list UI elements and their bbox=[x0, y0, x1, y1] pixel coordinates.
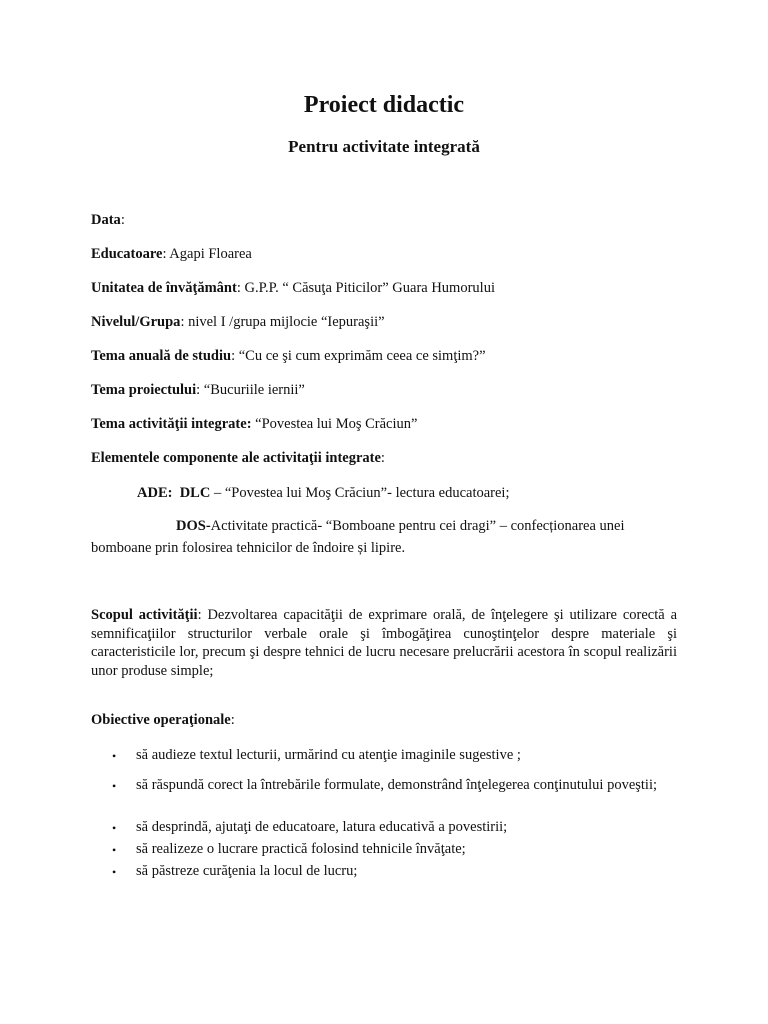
field-separator: : bbox=[231, 348, 236, 364]
bullet-icon: • bbox=[112, 779, 117, 793]
ade-label: ADE: bbox=[137, 485, 173, 501]
objective-item: să păstreze curăţenia la locul de lucru; bbox=[136, 863, 358, 879]
document-subtitle: Pentru activitate integrată bbox=[288, 137, 480, 156]
field-value: Agapi Floarea bbox=[166, 246, 252, 262]
objective-item: să desprindă, ajutaţi de educatoare, latura educativă a povestirii; bbox=[136, 819, 508, 835]
field-tema-anuala bbox=[91, 348, 486, 365]
field-label: Data bbox=[91, 212, 121, 228]
obiective-separator: : bbox=[230, 712, 235, 728]
field-value: nivel I /grupa mijlocie “Iepuraşii” bbox=[184, 314, 385, 330]
document-title: Proiect didactic bbox=[303, 92, 465, 118]
field-label: Tema proiectului bbox=[91, 382, 197, 398]
field-separator: : bbox=[180, 314, 185, 330]
bullet-icon: • bbox=[112, 865, 117, 879]
field-label: Tema anuală de studiu bbox=[91, 348, 232, 364]
obiective-label: Obiective operaţionale bbox=[91, 712, 231, 728]
field-educatoare bbox=[91, 246, 252, 263]
field-label: Educatoare bbox=[91, 246, 163, 262]
field-tema-activitatii bbox=[91, 416, 417, 433]
ade-line bbox=[137, 485, 509, 502]
field-label: Nivelul/Grupa bbox=[91, 314, 181, 330]
scop-paragraph bbox=[91, 606, 677, 680]
field-value: “Bucuriile iernii” bbox=[200, 382, 305, 398]
objective-item: să audieze textul lecturii, urmărind cu atenţie imaginile sugestive ; bbox=[136, 747, 521, 763]
field-separator: : bbox=[162, 246, 167, 262]
bullet-icon: • bbox=[112, 821, 117, 835]
field-label: Tema activităţii integrate: bbox=[91, 416, 252, 432]
bullet-icon: • bbox=[112, 843, 117, 857]
field-nivelul bbox=[91, 314, 385, 331]
dos-text: Activitate practică- “Bomboane pentru cei dragi” – confecționarea unei bbox=[210, 518, 625, 534]
objective-item: să răspundă corect la întrebările formulate, demonstrând înţelegerea conţinutului poveştii; bbox=[136, 777, 658, 793]
field-elementele bbox=[91, 450, 385, 467]
field-separator: : bbox=[236, 280, 241, 296]
obiective-heading bbox=[91, 712, 235, 729]
field-value: “Povestea lui Moş Crăciun” bbox=[251, 416, 418, 432]
field-value: G.P.P. “ Căsuţa Piticilor” Guara Humorului bbox=[240, 280, 495, 296]
field-label: Unitatea de învăţământ bbox=[91, 280, 237, 296]
objective-item: să realizeze o lucrare practică folosind tehnicile învăţate; bbox=[136, 841, 466, 857]
field-separator: : bbox=[120, 212, 125, 228]
field-label: Elementele componente ale activitaţii integrate bbox=[91, 450, 381, 466]
dlc-label: DLC bbox=[179, 485, 211, 501]
bullet-icon: • bbox=[112, 749, 117, 763]
field-separator: : bbox=[196, 382, 201, 398]
field-separator: : bbox=[380, 450, 385, 466]
dos-line-1 bbox=[176, 518, 625, 535]
scop-text: : Dezvoltarea capacităţii de exprimare orală, de înţelegere şi utilizare corectă a semnificaţiilor structurilor verbale orale şi îmbogăţirea cunoştinţelor despre materiale şi caracteristicile lor, precum şi despre tehnici de lucru necesare prelucrării acestora în scopul realizării unor produse simple; bbox=[91, 607, 678, 679]
field-tema-proiectului bbox=[91, 382, 305, 399]
dos-label: DOS- bbox=[176, 518, 211, 534]
field-unitatea bbox=[91, 280, 495, 297]
field-data bbox=[91, 212, 125, 229]
scop-label: Scopul activităţii bbox=[91, 607, 198, 623]
field-value: “Cu ce şi cum exprimăm ceea ce simţim?” bbox=[235, 348, 486, 364]
dos-line-2: bomboane prin folosirea tehnicilor de îndoire și lipire. bbox=[91, 540, 406, 556]
ade-text: – “Povestea lui Moş Crăciun”- lectura educatoarei; bbox=[210, 485, 510, 501]
